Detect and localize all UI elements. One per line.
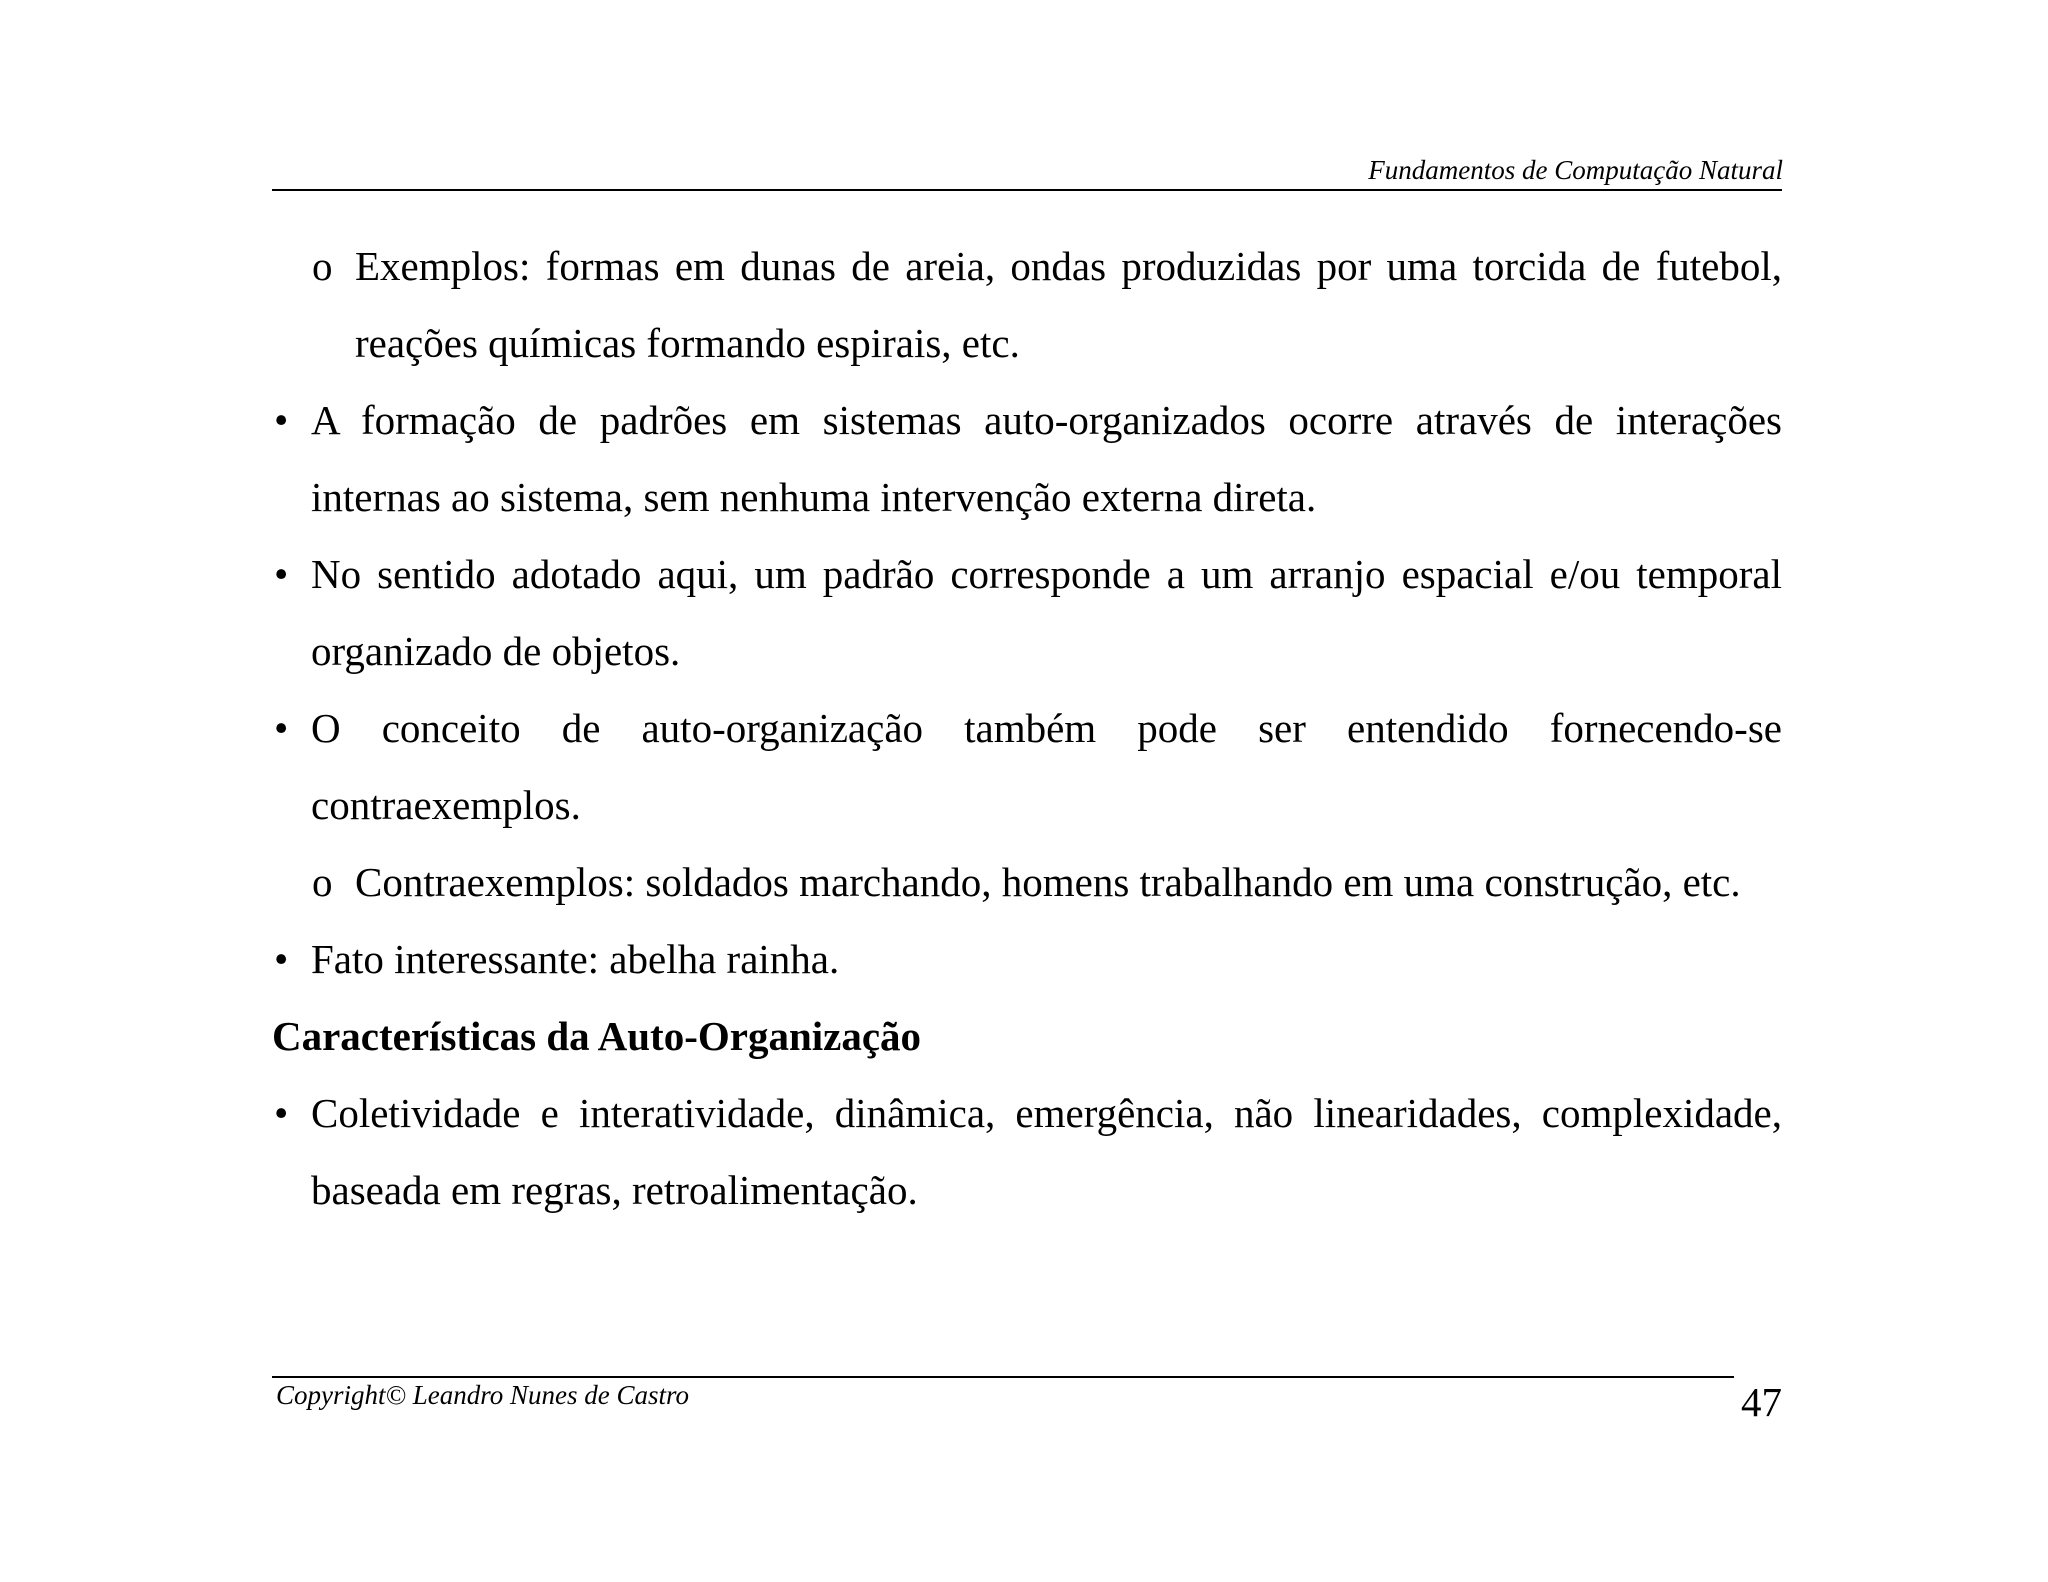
footer-rule [272,1376,1734,1378]
running-header-title: Fundamentos de Computação Natural [1368,155,1783,185]
bullet-dot-icon: • [274,397,289,443]
section-heading: Características da Auto-Organização [272,1013,922,1059]
bullet-text: O conceito de auto-organização também pode ser entendido fornecendo-se contraexemplos. [311,705,1782,828]
bullet-dot-icon: • [274,936,289,982]
page-body [272,228,1782,1229]
bullet-item [272,382,1782,536]
bullet-item [272,690,1782,844]
bullet-text: Exemplos: formas em dunas de areia, ondas produzidas por uma torcida de futebol, reações químicas formando espirais, etc. [355,243,1782,366]
bullet-text: Contraexemplos: soldados marchando, homens trabalhando em uma construção, etc. [355,859,1741,905]
page-number: 47 [1741,1379,1782,1425]
bullet-text: Fato interessante: abelha rainha. [311,936,840,982]
header-rule [272,189,1782,191]
copyright-notice: Copyright© Leandro Nunes de Castro [276,1380,690,1410]
circle-bullet-icon: o [312,243,333,289]
bullet-item [272,536,1782,690]
sub-bullet-item [272,228,1782,382]
sub-bullet-item [272,844,1782,921]
bullet-text: Coletividade e interatividade, dinâmica, emergência, não linearidades, complexidade, baseada em regras, retroalimentação. [311,1090,1782,1213]
bullet-item [272,921,1782,998]
bullet-dot-icon: • [274,705,289,751]
circle-bullet-icon: o [312,859,333,905]
bullet-dot-icon: • [274,551,289,597]
bullet-text: A formação de padrões em sistemas auto-organizados ocorre através de interações internas ao sistema, sem nenhuma intervenção externa direta. [311,397,1782,520]
bullet-item [272,1075,1782,1229]
bullet-text: No sentido adotado aqui, um padrão corresponde a um arranjo espacial e/ou temporal organizado de objetos. [311,551,1782,674]
bullet-dot-icon: • [274,1090,289,1136]
